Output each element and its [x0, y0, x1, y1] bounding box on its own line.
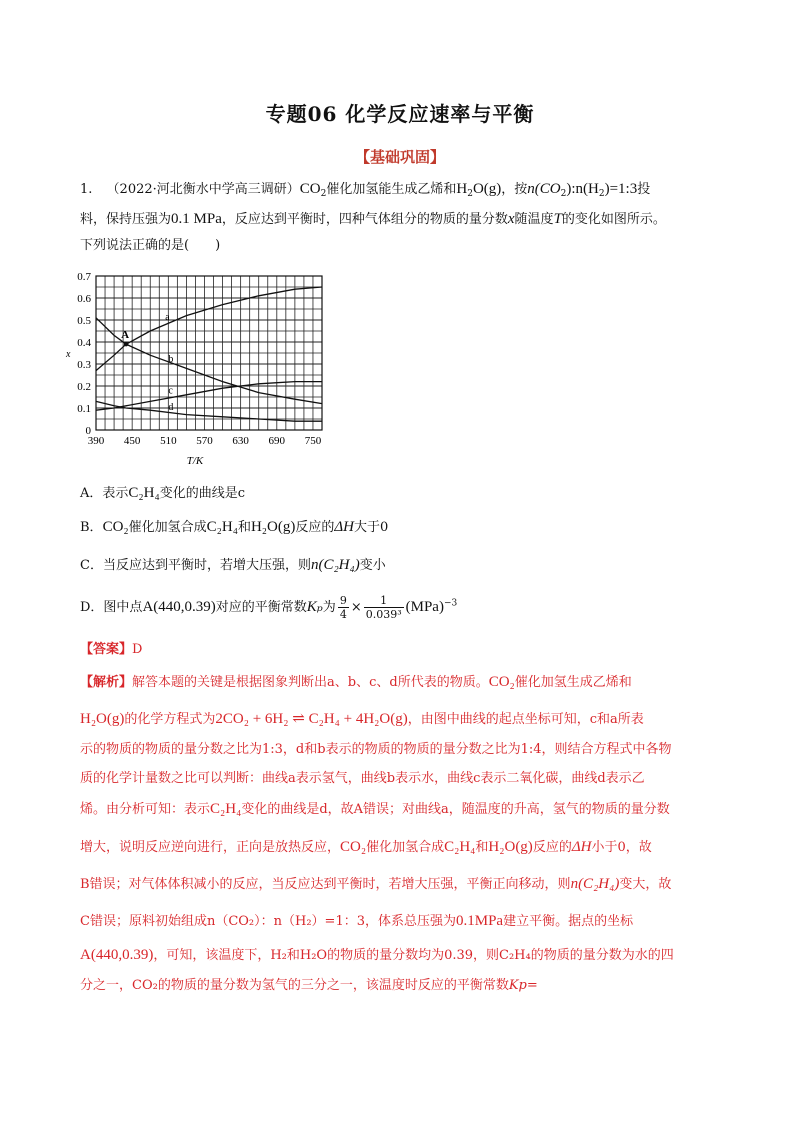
question-source: （2022·河北衡水中学高三调研）	[106, 182, 300, 197]
option-b-prefix: B．	[80, 520, 103, 535]
text: 催化加氢能生成乙烯和	[326, 182, 457, 197]
x-tick-label: 450	[123, 435, 141, 447]
unit-exponent: −3	[443, 598, 458, 609]
x-tick-label: 510	[160, 435, 177, 447]
option-c-prefix: C．当反应达到平衡时，若增大压强，则	[80, 558, 311, 573]
chemical-equation: 2CO₂ + 6H₂ ⇌ C₂H₄ + 4H₂O(g)	[215, 711, 408, 727]
chem-h: H	[456, 181, 468, 197]
text: 的变化如图所示。	[561, 212, 666, 227]
series-a-line	[96, 287, 322, 371]
option-c[interactable]	[80, 554, 386, 574]
fraction-1-0039	[364, 594, 404, 621]
point-a: A(440,0.39)	[142, 599, 216, 615]
analysis-line-1	[80, 672, 730, 693]
text: ，反应达到平衡时，四种气体组分的物质的量分数	[221, 212, 508, 227]
times-sign: ×	[350, 600, 362, 615]
y-tick-label: 0.4	[77, 337, 91, 349]
answer-value: D	[132, 642, 143, 657]
answer-label: 【答案】	[80, 642, 133, 657]
chart-grid	[96, 276, 322, 430]
text: 对应的平衡常数	[215, 600, 307, 615]
chem: H₂O(g)	[488, 839, 533, 855]
y-axis-label: x	[66, 349, 71, 360]
text: 料，保持压强为	[80, 212, 172, 227]
text: 催化加氢合成	[128, 520, 207, 535]
question-line-2	[80, 209, 730, 230]
chem-co2: CO	[299, 181, 321, 197]
chem: n(C₂H₄)	[570, 876, 620, 892]
text: 变化的曲线是d，故A错误；对曲线a，随温度的升高，氢气的物质的量分数	[241, 802, 670, 817]
analysis-line-8	[80, 911, 730, 932]
delta-h: ΔH	[334, 519, 355, 535]
analysis-line-9	[80, 945, 730, 966]
chem: CO₂	[340, 839, 367, 855]
text: B错误；对气体体积减小的反应，当反应达到平衡时，若增大压强，平衡正向移动，则	[80, 877, 571, 892]
text: 变小	[359, 558, 386, 573]
fraction-9-4	[338, 594, 349, 621]
option-d-prefix: D．图中点	[80, 600, 143, 615]
chem: H₂O(g)	[80, 711, 125, 727]
text: 投	[637, 182, 651, 197]
chart-curves	[96, 287, 322, 421]
option-b-chem1: CO₂	[102, 519, 129, 535]
option-b-chem2: C₂H₄	[206, 519, 238, 535]
answer-line	[80, 640, 730, 660]
option-a[interactable]	[80, 482, 245, 502]
kp-symbol: Kₚ	[306, 599, 323, 615]
analysis-line-10	[80, 976, 730, 996]
series-d-line	[96, 401, 322, 421]
analysis-label: 【解析】	[80, 675, 133, 690]
series-d-label: d	[168, 402, 174, 414]
point-a-marker	[124, 342, 128, 346]
series-b-label: b	[168, 353, 174, 365]
text: 大于0	[354, 520, 389, 535]
chem-ratio-c: )=1:3	[604, 181, 638, 197]
y-tick-label: 0.6	[77, 293, 91, 305]
kp-symbol: Kp=	[508, 978, 538, 993]
text: 催化加氢合成	[366, 840, 445, 855]
text: ，可知，该温度下，H₂和H₂O的物质的量分数均为0.39，则C₂H₄的物质的量分数为水的四	[153, 948, 674, 963]
option-a-chem: C₂H₄	[128, 485, 160, 501]
text: 增大，说明反应逆向进行，正向是放热反应，	[80, 840, 341, 855]
text: 为	[322, 600, 336, 615]
pressure-value: 0.1MPa	[456, 913, 504, 929]
y-tick-label: 0.5	[77, 315, 91, 327]
chem: C₂H₄	[444, 839, 476, 855]
y-tick-label: 0.3	[77, 359, 91, 371]
text: ，由图中曲线的起点坐标可知，c和a所表	[407, 712, 644, 727]
pressure-value: 0.1 MPa	[171, 211, 222, 227]
text: 和	[237, 520, 251, 535]
text: 随温度	[514, 212, 554, 227]
fraction-num: 9	[339, 594, 347, 607]
text: 烯。由分析可知：表示	[80, 802, 211, 817]
chem: CO₂	[488, 674, 515, 690]
text: 小于0，故	[591, 840, 652, 855]
point-a: A(440,0.39)	[80, 947, 154, 963]
analysis-line-4: 质的化学计量数之比可以判断：曲线a表示氢气，曲线b表示水，曲线c表示二氧化碳，曲线d表示乙	[80, 771, 645, 786]
chem-ratio-b: ):n(H	[566, 181, 599, 197]
var-x: x	[507, 211, 515, 227]
option-a-suffix: 变化的曲线是c	[159, 486, 245, 501]
text: 和	[475, 840, 489, 855]
chem-og: O(g)	[472, 181, 502, 197]
x-tick-label: 690	[268, 435, 286, 447]
y-tick-label: 0.7	[77, 271, 91, 283]
x-axis-label: T/K	[186, 455, 204, 467]
text: 分之一，CO₂的物质的量分数为氢气的三分之一，该温度时反应的平衡常数	[80, 978, 509, 993]
fraction-num: 1	[364, 594, 404, 608]
text: 反应的	[295, 520, 335, 535]
text: ，按	[501, 182, 528, 197]
fraction-den: 0.039³	[365, 608, 402, 621]
analysis-line-7	[80, 874, 730, 895]
chem-ratio-a: n(CO	[527, 181, 561, 197]
text: 的化学方程式为	[124, 712, 216, 727]
text: 解答本题的关键是根据图象判断出a、b、c、d所代表的物质。	[132, 675, 489, 690]
y-tick-label: 0.2	[77, 381, 91, 393]
chem: C₂H₄	[210, 801, 242, 817]
var-t: T	[553, 211, 562, 227]
text: C错误；原料初始组成n（CO₂）：n（H₂）=1：3，体系总压强为	[80, 914, 456, 929]
delta-h: ΔH	[571, 839, 592, 855]
question-line-3: 下列说法正确的是( )	[80, 238, 221, 253]
page-title: 专题06 化学反应速率与平衡	[265, 102, 535, 126]
text: 催化加氢生成乙烯和	[514, 675, 632, 690]
point-a-label: A	[121, 329, 130, 342]
section-heading: 【基础巩固】	[354, 148, 445, 166]
option-b-chem3: H₂O(g)	[250, 519, 296, 535]
question-line-1: 1. （2022·河北衡水中学高三调研）$CO_2$催化加氢能生成乙烯和$H_2O(g)$，按$n(CO_2):n(H_2)=1:3$投	[80, 181, 651, 199]
analysis-line-6	[80, 837, 730, 858]
x-tick-label: 390	[87, 435, 105, 447]
series-c-label: c	[168, 385, 173, 397]
option-b[interactable]	[80, 516, 388, 536]
mole-fraction-chart	[60, 262, 340, 472]
y-tick-label: 0.1	[77, 403, 91, 415]
x-tick-label: 630	[232, 435, 249, 447]
series-a-label: a	[165, 312, 170, 323]
x-tick-label: 750	[304, 435, 322, 447]
analysis-line-5	[80, 799, 730, 820]
option-c-chem: n(C₂H₄)	[310, 557, 360, 573]
x-tick-label: 570	[196, 435, 213, 447]
analysis-line-2	[80, 709, 730, 730]
y-tick-label: 0	[85, 425, 91, 437]
text: 反应的	[532, 840, 572, 855]
analysis-line-3: 示的物质的物质的量分数之比为1:3，d和b表示的物质的物质的量分数之比为1:4，则结合方程式中各物	[80, 742, 672, 757]
text: 变大，故	[619, 877, 672, 892]
option-d[interactable]	[80, 594, 457, 621]
text: 建立平衡。据点的坐标	[503, 914, 634, 929]
fraction-den: 4	[339, 608, 347, 621]
option-a-prefix: A．表示	[80, 486, 129, 501]
question-number: 1.	[80, 182, 93, 197]
unit-mpa: (MPa)	[405, 599, 444, 615]
